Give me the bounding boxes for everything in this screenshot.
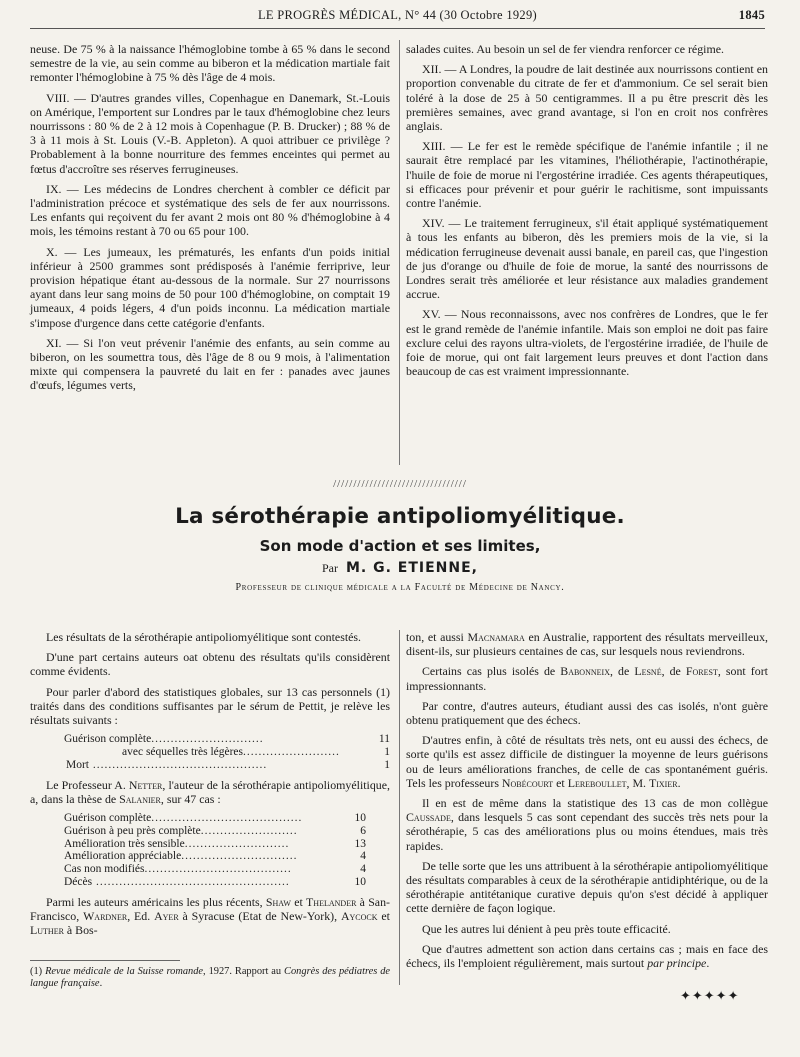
author-ref: Lesné [634, 664, 662, 679]
bottom-right-column [406, 630, 768, 976]
row-value: 13 [354, 837, 366, 850]
paragraph: XI. — Si l'on veut prévenir l'anémie des enfants, au sein comme au biberon, on les soumettra tous, dès l'âge de 8 ou 9 mois, à l'alimentation mixte qui compensera la pauvreté du lait en fer : panades avec jaunes d'œufs, légumes verts, [30, 335, 390, 393]
paragraph: salades cuites. Au besoin un sel de fer viendra renforcer ce régime. [406, 42, 724, 56]
paragraph: D'une part certains auteurs oat obtenu des résultats qu'ils considèrent comme évidents. [30, 650, 390, 679]
article-subtitle: Son mode d'action et ses limites, [259, 537, 541, 555]
paragraph: XIII. — Le fer est le remède spécifique de l'anémie infantile ; il ne saurait être remplacé par les vitamines, l'héliothérapie, l'actinothérapie, l'huile de foie de morue ni l'ergostérine irradiée. Ces agents thérapeutiques, si efficaces pour prévenir et pour guérir le rachitisme, sont impuissants contre l'anémie. [406, 139, 768, 211]
journal-title: Revue médicale de la Suisse romande [45, 966, 204, 977]
column-divider [399, 630, 400, 985]
paragraph: Pour parler d'abord des statistiques globales, sur 13 cas personnels (1) traités dans des conditions suffisantes par le sérum de Pettit, je relève les résultats suivants : [30, 684, 390, 728]
table-row: Cas non modifiés...................................... 4 [64, 863, 366, 876]
row-value: 4 [360, 863, 366, 876]
paragraph: Le Professeur A. Netter, l'auteur de la sérothérapie antipoliomyélitique, a, dans la thèse de Salanier, sur 47 cas : [30, 777, 390, 806]
author-ref: Shaw [265, 894, 291, 909]
table-row: Amélioration appréciable.............................. 4 [64, 850, 366, 863]
author-name: M. G. ETIENNE, [345, 560, 478, 576]
results-table-netter [64, 812, 366, 889]
footnote-rule [30, 960, 180, 961]
paragraph: Que les autres lui dénient à peu près toute efficacité. [422, 921, 671, 936]
author-ref: Netter [128, 777, 163, 792]
results-table-personal [64, 733, 390, 771]
table-row: avec séquelles très légères......................... 1 [122, 746, 390, 759]
row-value: 4 [360, 850, 366, 863]
row-value: 1 [384, 758, 390, 771]
author-ref: Aycock [340, 909, 378, 923]
paragraph: XV. — Nous reconnaissons, avec nos confrères de Londres, que le fer est le grand remède de l'anémie infantile. Mais son emploi ne doit pas faire exclure celui des rayons ultra-violets, de l'ergostérine irradiée, de l'huile de foie de morue, qui ont fait largement leurs preuves et dont l'action dans beaucoup de cas est vraiment impressionnante. [406, 307, 768, 379]
column-divider [399, 40, 400, 465]
row-label: avec séquelles très légères [122, 746, 244, 759]
author-affiliation: Professeur de clinique médicale a la Faculté de Médecine de Nancy. [235, 582, 565, 593]
author-ref: Babonneix [560, 664, 610, 679]
header-rule [30, 28, 765, 29]
paragraph: VIII. — D'autres grandes villes, Copenhague en Danemark, St.-Louis on Amérique, l'emportent sur Londres par le taux d'hémoglobine chez leurs nourrissons : 80 % de 2 à 12 mois à Copenhague (P. B. Drucker) ; 88 % de 3 à 11 mois à St. Louis (V.-B. Appleton). A quoi attribuer ce privilège ? Probablement à la bonne nourriture des femmes enceintes qui permet au fœtus d'accroître ses réserves ferrugineuses. [30, 90, 390, 176]
paragraph: IX. — Les médecins de Londres cherchent à combler ce déficit par l'administration précoce et systématique des sels de fer aux nourrissons. Les enfants qui reçoivent du fer avant 2 mois ont 80 % d'hémoglobine à 4 mois, les témoins restant à 70 ou 65 pour 100. [30, 181, 390, 239]
row-label: Amélioration appréciable [64, 850, 182, 863]
paragraph: D'autres enfin, à côté de résultats très nets, ont eu aussi des échecs, de sorte qu'ils est assez difficile de distinguer la moyenne de leurs guérisons ou de leurs améliorations franches, de celle de cas spontanément guéris. Tels les professeurs Nobécourt et Lereboullet, M. Tixier. [406, 733, 768, 790]
author-ref: Thelander [306, 894, 357, 909]
table-row: Guérison à peu près complète......................... 6 [64, 824, 366, 837]
row-label: Cas non modifiés [64, 863, 145, 876]
top-left-column [30, 42, 390, 399]
running-header [30, 8, 765, 26]
paragraph: Certains cas plus isolés de Babonneix, de Lesné, de Forest, sont fort impressionnants. [406, 664, 768, 693]
article-title: La sérothérapie antipoliomyélitique. [175, 504, 625, 529]
author-ref: Luther [30, 923, 64, 938]
author-ref: Lereboullet [567, 775, 627, 790]
table-row: Décès .................................................. 10 [64, 876, 366, 888]
page-number: 1845 [738, 8, 765, 22]
row-label: Décès [64, 876, 93, 888]
row-label: Guérison complète [64, 812, 152, 825]
row-value: 6 [360, 824, 366, 837]
table-row: Guérison complète............................. 11 [64, 733, 390, 746]
row-label: Mort [66, 758, 89, 771]
author-ref: Ayer [154, 909, 179, 923]
article-author [0, 560, 800, 577]
paragraph: Par contre, d'autres auteurs, étudiant aussi des cas isolés, n'ont guère obtenu pratiquement que des échecs. [406, 698, 768, 728]
paragraph: XIV. — Le traitement ferrugineux, s'il était appliqué systématiquement à tous les enfants au biberon, dès les premiers mois de la vie, si la médication ferrugineuse devenait aussi banale, en pareil cas, que l'ingestion de jus d'orange ou d'huile de foie de morue, la santé des nourrissons de Londres serait très améliorée et leur résistance aux maladies grandement accrue. [406, 216, 768, 302]
author-ref: Tixier [648, 775, 678, 790]
author-ref: Salanier [119, 791, 161, 806]
paragraph: De telle sorte que les uns attribuent à la sérothérapie antipoliomyélitique des résultats comparables à ceux de la sérothérapie antidiphtérique, ou de la sérothérapie antitétanique curative depuis qu'on s'est décidé à appliquer cette dernière de façon logique. [406, 858, 768, 916]
paragraph: Il en est de même dans la statistique des 13 cas de mon collègue Caussade, dans lesquels 5 cas sont cependant des succès très nets pour la sérothérapie, 5 cas des améliorations plus ou moins étendues, mais très rapides. [406, 796, 768, 853]
end-ornament: ✦✦✦✦✦ [680, 988, 740, 1003]
paragraph: Que d'autres admettent son action dans certains cas ; mais en face des échecs, ils l'emploient régulièrement, mais surtout par principe. [406, 941, 768, 971]
paragraph: XII. — A Londres, la poudre de lait destinée aux nourrissons contient en proportion convenable du citrate de fer et d'ammonium. Ce sel serait bien toléré à la dose de 25 à 50 centigrammes. Il a pu être prescrit dès les premières semaines, avec grand avantage, si l'on en croit nos confrères anglais. [406, 62, 768, 134]
emphasis: par principe [647, 956, 707, 971]
author-ref: Wardner [83, 909, 128, 923]
row-value: 10 [354, 812, 366, 825]
table-row: Guérison complète....................................... 10 [64, 812, 366, 825]
row-value: 11 [378, 733, 390, 746]
congress-title: Congrès des pédiatres de langue française [30, 966, 391, 989]
row-value: 1 [384, 746, 390, 759]
paragraph: X. — Les jumeaux, les prématurés, les enfants d'un poids initial inférieur à 2500 grammes sont prédisposés à l'anémie ferriprive, leur provision hépatique étant au-dessous de la normale. Sur 27 nourrissons ayant dans leur sang moins de 50 pour 100 d'hémoglobine, on comptait 19 jumeaux, 4 poids légers, 4 d'un poids inconnu. La médication martiale s'impose d'urgence dans cette catégorie d'enfants. [30, 244, 390, 330]
table-row: Amélioration très sensible........................... 13 [64, 837, 366, 850]
row-value: 10 [354, 876, 366, 888]
author-ref: Forest [685, 664, 718, 679]
paragraph: Parmi les auteurs américains les plus récents, Shaw et Thelander à San-Francisco, Wardner, Ed. Ayer à Syracuse (Etat de New-York), Aycock et Luther à Bos- [30, 894, 390, 938]
row-label: Amélioration très sensible [64, 837, 185, 850]
paragraph: neuse. De 75 % à la naissance l'hémoglobine tombe à 65 % dans le second semestre de la vie, au sein comme au biberon et la médication martiale fait remonter l'hémoglobine à 75 % dès l'âge de 4 mois. [30, 42, 390, 85]
author-ref: Caussade [406, 810, 451, 825]
author-by: Par [321, 561, 338, 575]
section-separator: ///////////////////////////////// [333, 478, 467, 490]
author-ref: Nobécourt [501, 775, 554, 790]
running-title: LE PROGRÈS MÉDICAL, N° 44 (30 Octobre 1929) [258, 8, 537, 22]
row-label: Guérison à peu près complète [64, 824, 201, 837]
row-label: Guérison complète [64, 733, 152, 746]
paragraph: ton, et aussi Macnamara en Australie, rapportent des résultats merveilleux, disent-ils, sur plusieurs centaines de cas, sur lesquels nous reviendrons. [406, 630, 768, 659]
table-row: Mort ............................................. 1 [66, 758, 390, 771]
top-right-column [406, 42, 768, 384]
author-ref: Macnamara [467, 630, 525, 644]
footnote: (1) Revue médicale de la Suisse romande, 1927. Rapport au Congrès des pédiatres de langue française. [30, 966, 391, 989]
bottom-left-column [30, 630, 390, 943]
paragraph: Les résultats de la sérothérapie antipoliomyélitique sont contestés. [46, 630, 362, 644]
